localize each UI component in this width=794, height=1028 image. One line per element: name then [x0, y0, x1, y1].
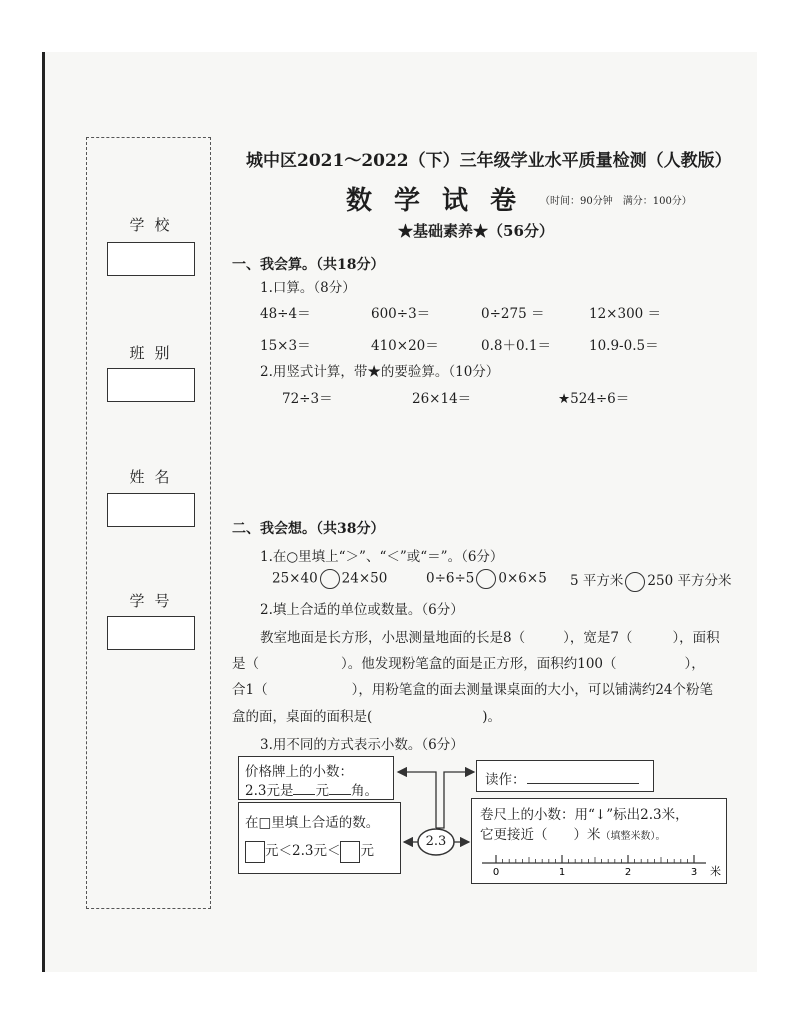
arrow-to-read-box	[436, 772, 474, 828]
fill-number-title: 在□里填上合适的数。	[245, 815, 380, 831]
vertical-calc-item: 26×14＝	[412, 391, 472, 407]
part2-title: 二、我会想。（共38分）	[232, 521, 385, 537]
fill-number-text: 元＜2.3元＜ 元	[245, 839, 374, 863]
price-tag-text: 2.3元是 元 角。	[245, 783, 378, 799]
calc-item: 10.9-0.5＝	[589, 338, 659, 354]
student-number-label: 学号	[129, 592, 180, 610]
center-number: 2.3	[425, 834, 447, 849]
price-tag-title: 价格牌上的小数：	[245, 764, 353, 780]
calc-item: 0÷275 ＝	[481, 306, 545, 322]
part2-q3-label: 3.用不同的方式表示小数。（6分）	[260, 737, 464, 753]
section-title: ★基础素养★（56分）	[398, 222, 554, 240]
name-label: 姓名	[129, 468, 180, 486]
compare-item: 0÷6÷5 0×6×5	[426, 569, 547, 589]
main-title: 数学试卷	[346, 186, 539, 216]
calc-item: 410×20＝	[371, 338, 439, 354]
arrow-to-price-tag	[398, 772, 436, 828]
part1-q2-label: 2.用竖式计算，带★的要验算。（10分）	[260, 364, 500, 380]
calc-item: 48÷4＝	[260, 306, 311, 322]
paragraph-line: 教室地面是长方形，小思测量地面的长是8（ ），宽是7（ ），面积	[260, 630, 720, 646]
school-label: 学校	[129, 216, 180, 234]
ruler-tick-label: 0	[492, 867, 500, 878]
ruler-question-line2: 它更接近（ ）米（填整米数）。	[480, 827, 666, 843]
paragraph-line: 合1（ ），用粉笔盒的面去测量课桌面的大小，可以铺满约24个粉笔	[232, 682, 714, 698]
paragraph-line: 是（ ）。他发现粉笔盒的面是正方形，面积约100（ ），	[232, 656, 705, 672]
exam-title: 城中区2021～2022（下）三年级学业水平质量检测（人教版）	[246, 151, 732, 171]
ruler-tick-label: 3	[690, 867, 698, 878]
vertical-calc-item: ★524÷6＝	[558, 391, 630, 407]
vertical-calc-item: 72÷3＝	[282, 391, 333, 407]
part2-q2-label: 2.填上合适的单位或数量。（6分）	[260, 602, 464, 618]
calc-item: 0.8＋0.1＝	[481, 338, 551, 354]
paragraph-line: 盒的面，桌面的面积是( )。	[232, 709, 502, 725]
ruler-question-line1: 卷尺上的小数：用“↓”标出2.3米，	[480, 807, 689, 823]
calc-item: 12×300 ＝	[589, 306, 662, 322]
ruler-tick-label: 2	[624, 867, 632, 878]
read-label: 读作：	[485, 772, 526, 788]
calc-item: 15×3＝	[260, 338, 311, 354]
class-label: 班别	[129, 344, 180, 362]
part1-title: 一、我会算。（共18分）	[232, 257, 385, 273]
exam-meta: （时间：90分钟 满分：100分）	[540, 196, 692, 207]
compare-item: 25×40 24×50	[272, 569, 387, 589]
compare-item: 5 平方米 250 平方分米	[570, 569, 731, 592]
part1-q1-label: 1.口算。（8分）	[260, 280, 356, 296]
ruler-unit-label: 米	[710, 865, 721, 878]
part2-q1-label: 1.在○里填上“＞”、“＜”或“＝”。（6分）	[260, 549, 504, 565]
ruler-tick-label: 1	[558, 867, 566, 878]
calc-item: 600÷3＝	[371, 306, 431, 322]
